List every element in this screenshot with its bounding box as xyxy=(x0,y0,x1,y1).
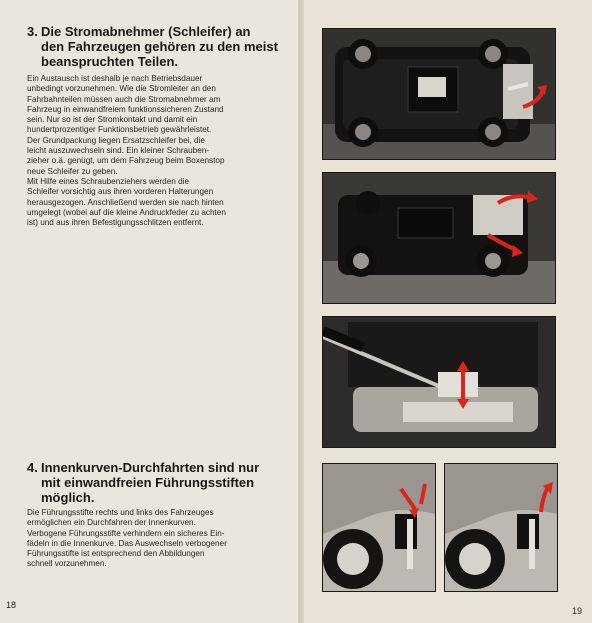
photo-car-underside-2 xyxy=(322,172,556,304)
book-gutter xyxy=(298,0,304,623)
section-4-number: 4. xyxy=(27,460,38,475)
section-4-title: Innenkurven-Durchfahrten sind nur mit einwandfreien Führungsstiften möglich. xyxy=(41,460,260,505)
section-4-paragraph: Die Führungsstifte rechts und links des Fahrzeuges ermöglichen ein Durchfahren der Innenkurven. Verbogene Führungsstifte verhindern ein sicheres Ein- fädeln in die Innenkurve. Das Auswechseln verbogener Führungsstifte ist entsprechend den Abbildungen schnell vorzunehmen. xyxy=(27,508,227,569)
section-3-title: Die Stromabnehmer (Schleifer) an den Fahrzeugen gehören zu den meist beanspruchten Teilen. xyxy=(41,24,278,69)
page-number-right: 19 xyxy=(572,606,583,616)
photo-guide-pin-left xyxy=(322,463,436,592)
photo-screwdriver-removal xyxy=(322,316,556,448)
photo-car-underside-1 xyxy=(322,28,556,160)
page-number-left: 18 xyxy=(6,600,17,610)
photo-guide-pin-right xyxy=(444,463,558,592)
section-3-paragraph-1: Ein Austausch ist deshalb je nach Betriebsdauer unbedingt vorzunehmen. Wie die Stromleiter an den Fahrbahnteilen müssen auch die Stromabnehmer am Fahrzeug in einwandfreiem funktionssicheren Zustand sein. Nur so ist der Stromkontakt und damit ein hundertprozentiger Funktionsbetrieb gewährleistet. Der Grundpackung liegen Ersatzschleifer bei, die leicht auszuwechseln sind. Ein kleiner Schrauben- zieher o.ä. genügt, um dem Fahrzeug beim Boxenstop neue Schleifer zu geben. xyxy=(27,74,225,176)
section-3-paragraph-2: Mit Hilfe eines Schraubenziehers werden die Schleifer vorsichtig aus ihren vorderen Halterungen herausgezogen. Anschließend werden sie nach hinten umgelegt (wobei auf die kleine Andruckfeder zu achten ist) und aus ihren Befestigungsschlitzen entfernt. xyxy=(27,177,226,228)
section-3-number: 3. xyxy=(27,24,38,39)
